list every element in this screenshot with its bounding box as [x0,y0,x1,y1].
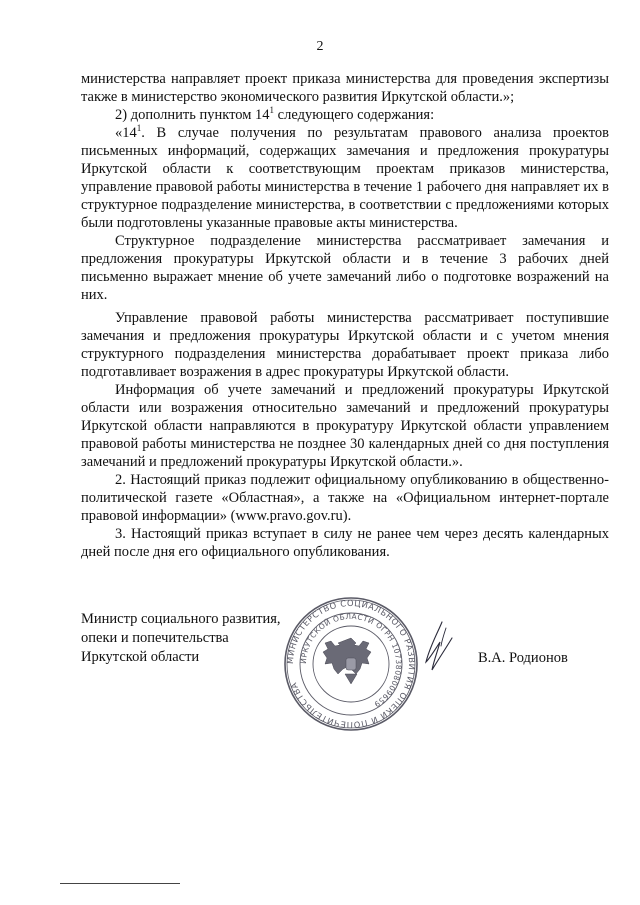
handwritten-signature [412,618,462,674]
signatory-title [81,610,281,667]
paragraph-6: Информация об учете замечаний и предложений прокуратуры Иркутской области или возражения относительно замечаний и предложений прокуратуры Иркутской области направляются в прокуратуру Иркутской области управлением правовой работы министерства не позднее 30 календарных дней со дня поступления замечаний и предложений прокуратуры Иркутской области.». [81,382,609,470]
signatory-name: В.А. Родионов [478,650,568,666]
paragraph-4: Структурное подразделение министерства рассматривает замечания и предложения прокуратуры Иркутской области и в течение 3 рабочих дней письменно выражает мнение об учете замечаний либо о подготовке возражений на них. [81,233,609,303]
stamp-inner-text: ИРКУТСКОЙ ОБЛАСТИ ОГРН 1073808009659 [298,611,404,709]
stamp-outer-text: МИНИСТЕРСТВО СОЦИАЛЬНОГО РАЗВИТИЯ ОПЕКИ И ПОПЕЧИТЕЛЬСТВА [284,597,418,731]
paragraph-1: министерства направляет проект приказа министерства для проведения экспертизы также в министерство экономического развития Иркутской области.»; [81,71,609,105]
coat-of-arms-icon [323,638,371,684]
footer-divider [60,883,180,884]
signatory-title-line: Министр социального развития, [81,611,281,627]
document-body [81,70,609,561]
paragraph-7: 2. Настоящий приказ подлежит официальному опубликованию в общественно-политической газете «Областная», а также на «Официальном интернет-портале правовой информации» (www.pravo.gov.ru). [81,472,609,524]
official-seal-stamp [283,596,419,732]
page-number: 2 [316,39,324,54]
signatory-title-line: опеки и попечительства [81,630,229,646]
signatory-title-line: Иркутской области [81,649,200,665]
paragraph-8: 3. Настоящий приказ вступает в силу не ранее чем через десять календарных дней после дня его официального опубликования. [81,526,609,560]
paragraph-2: 2) дополнить пунктом $14^1$ следующего содержания: [115,105,435,123]
paragraph-5: Управление правовой работы министерства рассматривает поступившие замечания и предложения прокуратуры Иркутской области и с учетом мнения структурного подразделения министерства дорабатывает проект приказа либо подготавливает возражения в адрес прокуратуры Иркутской области. [81,310,609,380]
paragraph-3: «$14^1$. В случае получения по результатам правового анализа проектов письменных информаций, содержащих замечания и предложения прокуратуры Иркутской области к соответствующим проектам приказов министерства, управление правовой работы министерства в течение 1 рабочего дня направляет их в структурное подразделение министерства, в соответствии с предложениями которых были подготовлены указанные правовые акты министерства. [81,123,609,231]
